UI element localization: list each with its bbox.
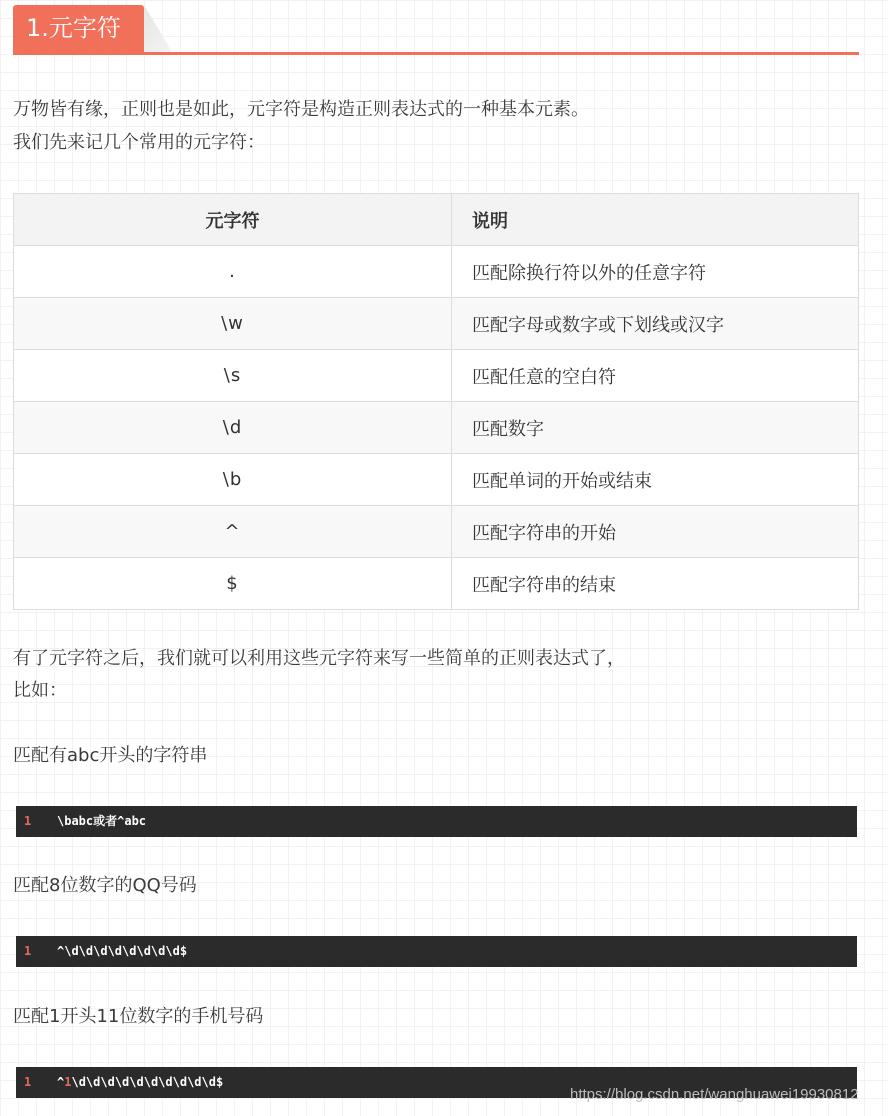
example-title-qq: 匹配8位数字的QQ号码 bbox=[13, 875, 197, 896]
table-row bbox=[14, 506, 859, 558]
table-cell-description: 匹配字符串的开始 bbox=[452, 506, 859, 558]
metacharacter-table bbox=[13, 193, 859, 610]
table-cell-description: 匹配字符串的结束 bbox=[452, 558, 859, 610]
table-cell-description: 匹配字母或数字或下划线或汉字 bbox=[452, 298, 859, 350]
table-header-description: 说明 bbox=[452, 194, 859, 246]
code-block-qq[interactable] bbox=[16, 936, 857, 967]
intro-line-1: 万物皆有缘，正则也是如此，元字符是构造正则表达式的一种基本元素。 bbox=[13, 99, 589, 120]
code-number: 1 bbox=[64, 1075, 72, 1089]
line-number: 1 bbox=[24, 814, 32, 828]
section-title: 1.元字符 bbox=[13, 5, 144, 52]
code-prefix: ^ bbox=[57, 1075, 65, 1089]
table-header-row bbox=[14, 194, 859, 246]
table-cell-symbol: ^ bbox=[14, 506, 452, 558]
code-line: ^\d\d\d\d\d\d\d\d$ bbox=[57, 944, 188, 958]
section-heading bbox=[13, 5, 859, 55]
code-line bbox=[57, 1067, 223, 1098]
table-cell-symbol: \s bbox=[14, 350, 452, 402]
table-cell-description: 匹配除换行符以外的任意字符 bbox=[452, 246, 859, 298]
table-row bbox=[14, 402, 859, 454]
table-row bbox=[14, 350, 859, 402]
after-line-1: 有了元字符之后，我们就可以利用这些元字符来写一些简单的正则表达式了， bbox=[13, 648, 625, 669]
table-cell-symbol: \d bbox=[14, 402, 452, 454]
table-cell-description: 匹配任意的空白符 bbox=[452, 350, 859, 402]
table-header-symbol: 元字符 bbox=[14, 194, 452, 246]
code-line: \babc或者^abc bbox=[57, 814, 147, 828]
example-title-phone: 匹配1开头11位数字的手机号码 bbox=[13, 1006, 264, 1027]
example-title-abc: 匹配有abc开头的字符串 bbox=[13, 745, 208, 766]
after-line-2: 比如： bbox=[13, 680, 67, 701]
table-row bbox=[14, 298, 859, 350]
table-cell-symbol: . bbox=[14, 246, 452, 298]
code-rest: \d\d\d\d\d\d\d\d\d\d$ bbox=[71, 1075, 224, 1089]
line-number: 1 bbox=[24, 1075, 32, 1089]
heading-fold-decoration bbox=[144, 5, 172, 52]
table-cell-description: 匹配单词的开始或结束 bbox=[452, 454, 859, 506]
intro-line-2: 我们先来记几个常用的元字符： bbox=[13, 132, 265, 153]
table-cell-symbol: \w bbox=[14, 298, 452, 350]
heading-underline bbox=[13, 52, 859, 55]
table-cell-symbol: \b bbox=[14, 454, 452, 506]
table-cell-description: 匹配数字 bbox=[452, 402, 859, 454]
table-row bbox=[14, 558, 859, 610]
line-number: 1 bbox=[24, 944, 32, 958]
code-block-abc[interactable] bbox=[16, 806, 857, 837]
table-row bbox=[14, 246, 859, 298]
table-cell-symbol: $ bbox=[14, 558, 452, 610]
watermark-url: https://blog.csdn.net/wanghuawei19930812 bbox=[570, 1086, 859, 1103]
table-row bbox=[14, 454, 859, 506]
